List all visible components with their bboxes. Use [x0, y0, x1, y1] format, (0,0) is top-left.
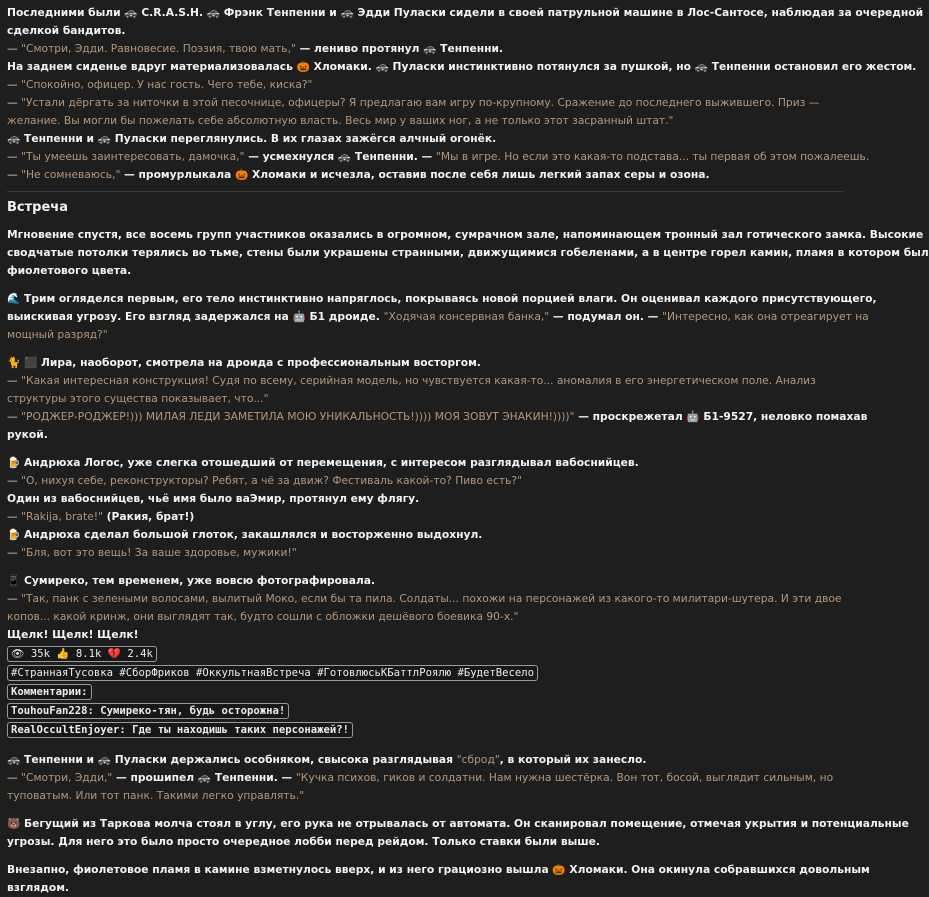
paragraph-intro: Последними были 🚓 C.R.A.S.H. 🚓 Фрэнк Тенпенни и 🚓 Эдди Пуласки сидели в своей патрульной машине в Лос-Сантосе, наблюдая за очередной — [7, 6, 924, 19]
narration-line: Один из вабоснийцев, чьё имя было ваЭмир, протянул ему флягу. — [7, 492, 420, 505]
narration-line: На заднем сиденье вдруг материализовалась 🎃 Хломаки. 🚓 Пуласки инстинктивно потянулся за пушкой, но 🚓 Тенпенни остановил его жестом. — [7, 60, 917, 73]
paragraph: 🐻 Бегущий из Таркова молча стоял в углу, его рука не отрывалась от автомата. Он сканировал помещение, отмечая укрытия и потенциальные — [7, 817, 909, 830]
paragraph-cont: взглядом. — [7, 881, 70, 894]
tags-row — [7, 665, 844, 681]
paragraph-cont: выискивая угрозу. Его взгляд задержался на 🤖 Б1 дроиде. "Ходячая консервная банка," — подумал он. — "Интересно, как она отреагирует на — [7, 310, 869, 323]
narration-line: Щелк! Щелк! Щелк! — [7, 628, 139, 641]
dialogue-line: — "О, нихуя себе, реконструкторы? Ребят, а чё за движ? Фестиваль какой-то? Пиво есть?" — [7, 474, 522, 487]
dialogue-line: — "РОДЖЕР-РОДЖЕР!))) МИЛАЯ ЛЕДИ ЗАМЕТИЛА МОЮ УНИКАЛЬНОСТЬ!)))) МОЯ ЗОВУТ ЭНАКИН!))))" — проскрежетал 🤖 Б1-9527, неловко помахав — [7, 410, 868, 423]
comment-1: TouhouFan228: Сумиреко-тян, будь осторожна! — [7, 703, 289, 719]
paragraph-cont: сводчатые потолки терялись во тьме, стены были украшены странными, движущимися гобеленами, а в центре горел камин, пламя в котором был — [7, 246, 929, 259]
stats-badge: 👁 35k 👍 8.1k 💔 2.4k — [7, 646, 157, 662]
section-divider — [7, 191, 844, 192]
dialogue-line: — "Не сомневаюсь," — промурлыкала 🎃 Хломаки и исчезла, оставив после себя лишь легкий запах серы и озона. — [7, 168, 710, 181]
dialogue-line: — "Какая интересная конструкция! Судя по всему, серийная модель, но чувствуется какая-то... аномалия в его энергетическом поле. Анализ — [7, 374, 816, 387]
dialogue-line-cont: туповатым. Или тот панк. Такими легко управлять." — [7, 789, 305, 802]
dialogue-line: — "Спокойно, офицер. У нас гость. Чего тебе, киска?" — [7, 78, 313, 91]
dialogue-line: — "Так, панк с зелеными волосами, вылитый Моко, если бы та пила. Солдаты... похожи на персонажей из какого-то милитари-шутера. И эти двое — [7, 592, 842, 605]
dialogue-line: — "Бля, вот это вещь! За ваше здоровье, мужики!" — [7, 546, 297, 559]
narration-line: 🍺 Андрюха сделал большой глоток, закашлялся и восторженно выдохнул. — [7, 528, 483, 541]
narration-line: 🚓 Тенпенни и 🚓 Пуласки переглянулись. В их глазах зажёгся алчный огонёк. — [7, 132, 497, 145]
dialogue-line: — "Ты умеешь заинтересовать, дамочка," — усмехнулся 🚓 Тенпенни. — "Мы в игре. Но если это какая-то подстава... ты первая об этом пожалеешь. — [7, 150, 870, 163]
dialogue-line-cont: копов... какой кринж, они выглядят так, будто сошли с обложки дешёвого боевика 90-х." — [7, 610, 519, 623]
paragraph-cont: мощный разряд?" — [7, 328, 108, 341]
dialogue-line-cont: структуры этого существа показывает, что..." — [7, 392, 269, 405]
paragraph: Мгновение спустя, все восемь групп участников оказались в огромном, сумрачном зале, напоминающем тронный зал готического замка. Высокие — [7, 228, 924, 241]
narration-line: 🚓 Тенпенни и 🚓 Пуласки держались особняком, свысока разглядывая "сброд", в который их занесло. — [7, 753, 647, 766]
paragraph: Внезапно, фиолетовое пламя в камине взметнулось вверх, и из него грациозно вышла 🎃 Хломаки. Она окинула собравшихся довольным — [7, 863, 870, 876]
comment-row — [7, 722, 844, 738]
paragraph-intro-cont: сделкой бандитов. — [7, 24, 126, 37]
comments-label-row — [7, 684, 844, 700]
dialogue-line: — "Rakija, brate!" (Ракия, брат!) — [7, 510, 195, 523]
paragraph-cont: фиолетового цвета. — [7, 264, 132, 277]
hashtags-badge: #СтраннаяТусовка #СборФриков #ОккультнаяВстреча #ГотовлюсьКБаттлРоялю #БудетВесело — [7, 665, 538, 681]
paragraph-cont: угрозы. Для него это было просто очередное лобби перед рейдом. Только ставки были выше. — [7, 835, 600, 848]
narration-line: 🍺 Андрюха Логос, уже слегка отошедший от перемещения, с интересом разглядывал вабоснийцев. — [7, 456, 639, 469]
dialogue-line-cont: желание. Вы могли бы пожелать себе абсолютную власть. Весь мир у ваших ног, а не только этот засранный штат." — [7, 114, 674, 127]
comments-label: Комментарии: — [7, 684, 92, 700]
narration-line: 🐈 ⬛ Лира, наоборот, смотрела на дроида с профессиональным восторгом. — [7, 356, 481, 369]
dialogue-line: — "Смотри, Эдди," — прошипел 🚓 Тенпенни. — "Кучка психов, гиков и солдатни. Нам нужна шестёрка. Вон тот, босой, выглядит сильным, но — [7, 771, 834, 784]
stats-row — [7, 646, 844, 662]
section-heading: Встреча — [7, 200, 68, 215]
comment-row — [7, 703, 844, 719]
comment-2: RealOccultEnjoyer: Где ты находишь таких персонажей?! — [7, 722, 353, 738]
dialogue-line: — "Устали дёргать за ниточки в этой песочнице, офицеры? Я предлагаю вам игру по-крупному. Сражение до последнего выжившего. Приз — — [7, 96, 820, 109]
paragraph: 🌊 Трим огляделся первым, его тело инстинктивно напряглось, покрываясь новой порцией влаги. Он оценивал каждого присутствующего, — [7, 292, 877, 305]
dialogue-line-cont: рукой. — [7, 428, 48, 441]
dialogue-line: — "Смотри, Эдди. Равновесие. Поэзия, твою мать," — лениво протянул 🚓 Тенпенни. — [7, 42, 504, 55]
narration-line: 📱 Сумиреко, тем временем, уже вовсю фотографировала. — [7, 574, 376, 587]
